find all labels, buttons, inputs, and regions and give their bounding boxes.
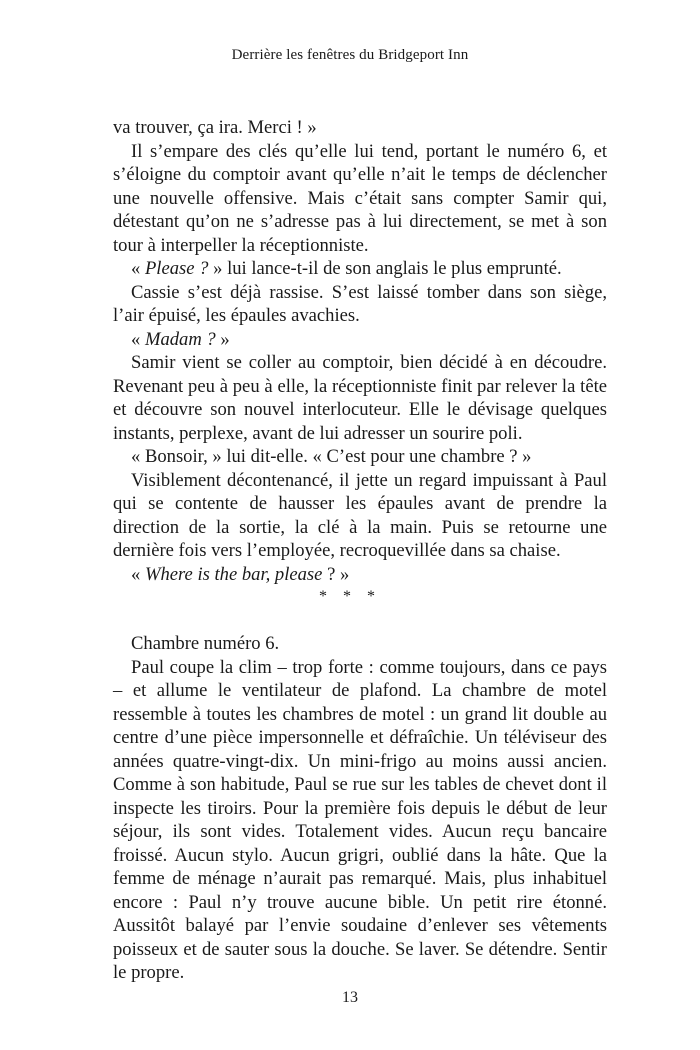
paragraph: Chambre numéro 6. xyxy=(131,633,280,654)
italic-text: Where is the bar, please xyxy=(144,563,323,585)
paragraph: « Bonsoir, » lui dit-elle. « C’est pour une chambre ? » xyxy=(131,446,532,467)
running-head: Derrière les fenêtres du Bridgeport Inn xyxy=(231,47,469,63)
paragraph: va trouver, ça ira. Merci ! » xyxy=(113,117,317,138)
italic-text: Madam ? xyxy=(144,328,216,350)
paragraph: Il s’empare des clés qu’elle lui tend, portant le numéro 6, et s’éloigne du comptoir avant qu’elle n’ait le temps de déclencher une nouvelle offensive. Mais c’était sans compter Samir qui, détestant qu’on ne s’adresse pas à lui directement, se met à son tour à interpeller la réceptionniste. xyxy=(113,140,607,256)
paragraph: Cassie s’est déjà rassise. S’est laissé tomber dans son siège, l’air épuisé, les épaules avachies. xyxy=(113,281,607,326)
quote-open: « xyxy=(131,328,145,350)
quote-close: ? » xyxy=(322,563,350,585)
text-section-1 xyxy=(113,116,607,586)
paragraph xyxy=(113,328,607,352)
paragraph xyxy=(113,563,607,587)
paragraph-text: » lui lance-t-il de son anglais le plus emprunté. xyxy=(208,258,562,279)
quote-close: » xyxy=(215,328,230,350)
paragraph: Samir vient se coller au comptoir, bien décidé à en découdre. Revenant peu à peu à elle, la réceptionniste finit par relever la tête et découvre son nouvel interlocuteur. Elle le dévisage quelques instants, perplexe, avant de lui adresser un sourire poli. xyxy=(113,352,607,444)
section-separator: * * * xyxy=(319,588,381,605)
quote-open: « xyxy=(131,563,145,585)
paragraph: Paul coupe la clim – trop forte : comme toujours, dans ce pays – et allume le ventilateur de plafond. La chambre de motel ressemble à toutes les chambres de motel : un grand lit double au centre d’une pièce impersonnelle et défraîchie. Un téléviseur des années quatre-vingt-dix. Un mini-frigo au moins aussi ancien. Comme à son habitude, Paul se rue sur les tables de chevet dont il inspecte les tiroirs. Pour la première fois depuis le début de leur séjour, ils sont vides. Totalement vides. Aucun reçu bancaire froissé. Aucun stylo. Aucun grigri, oublié dans la hâte. Que la femme de ménage n’aurait pas remarqué. Mais, plus inhabituel encore : Paul n’y trouve aucune bible. Un petit rire étonné. Aussitôt balayé par l’envie soudaine d’enlever ses vêtements poisseux et de sauter sous la douche. Se laver. Se détendre. Sentir le propre. xyxy=(113,656,607,983)
italic-text: Please ? xyxy=(144,258,209,279)
text-section-2 xyxy=(113,632,607,985)
page-number: 13 xyxy=(342,989,358,1006)
paragraph xyxy=(113,257,607,281)
quote-open: « xyxy=(131,258,145,279)
paragraph: Visiblement décontenancé, il jette un regard impuissant à Paul qui se contente de hausser les épaules avant de prendre la direction de la sortie, la clé à la main. Puis se retourne une dernière fois vers l’employée, recroquevillée dans sa chaise. xyxy=(113,469,607,561)
